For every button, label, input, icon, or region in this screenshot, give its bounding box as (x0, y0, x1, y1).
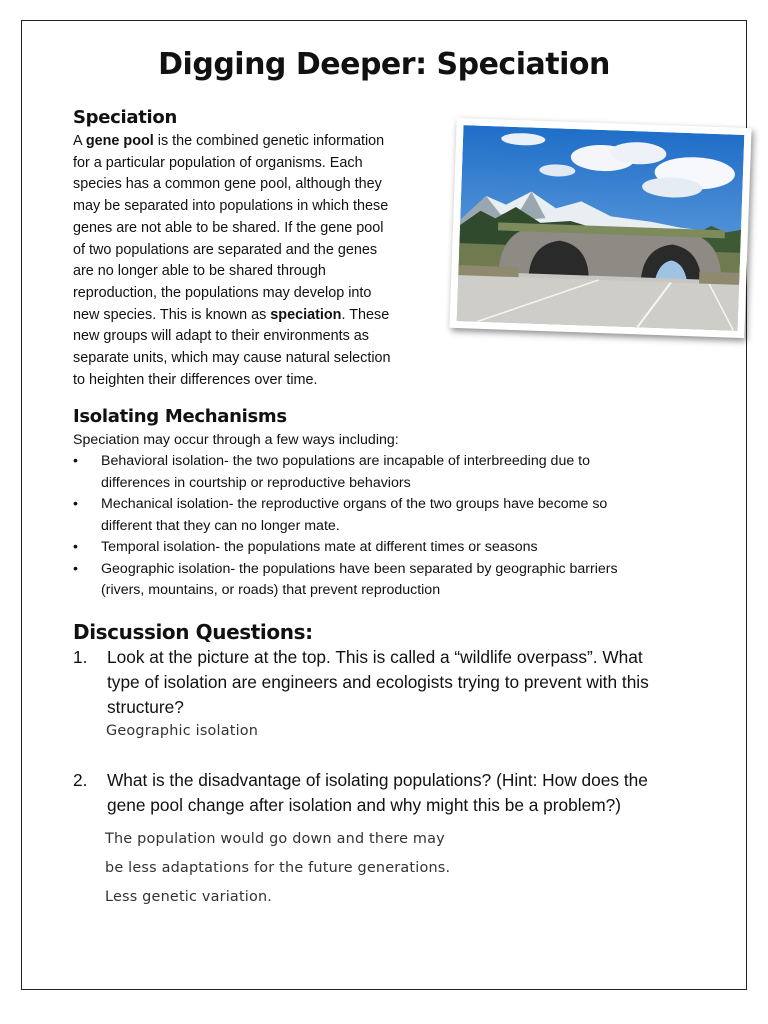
bullet-text: Behavioral isolation- the two populations are incapable of interbreeding due to (101, 453, 591, 469)
text-run: genes are not able to be shared. If the gene pool (73, 219, 384, 236)
list-item (73, 559, 713, 602)
paragraph-line (73, 240, 433, 262)
question-line: type of isolation are engineers and ecologists trying to prevent with this (107, 672, 649, 693)
bold-term: gene pool (85, 133, 154, 149)
discussion-questions-heading: Discussion Questions: (73, 620, 313, 644)
answer-1: Geographic isolation (106, 723, 259, 739)
text-run: species has a common gene pool, although they (73, 176, 382, 193)
paragraph-line (73, 283, 433, 305)
paragraph-line (73, 153, 433, 175)
text-run: A (73, 133, 86, 149)
question-2 (73, 768, 733, 823)
answer-2-line: The population would go down and there may (105, 831, 445, 847)
wildlife-overpass-photo (449, 118, 751, 338)
text-run: reproduction, the populations may develop into (73, 284, 372, 301)
question-number: 1. (73, 647, 88, 667)
bullet-text: Mechanical isolation- the reproductive organs of the two groups have become so (101, 496, 608, 512)
question-text (107, 645, 707, 721)
isolating-mechanisms-heading: Isolating Mechanisms (73, 406, 287, 427)
question-line: Look at the picture at the top. This is called a “wildlife overpass”. What (107, 647, 643, 667)
text-run: . These (341, 306, 390, 323)
bold-term: speciation (270, 306, 342, 323)
bullet-text: Temporal isolation- the populations mate at different times or seasons (101, 539, 538, 555)
text-run: may be separated into populations in which these (73, 198, 389, 215)
paragraph-line (73, 370, 433, 392)
speciation-heading: Speciation (73, 107, 177, 128)
paragraph-line (73, 131, 433, 153)
question-line: What is the disadvantage of isolating populations? (Hint: How does the (107, 770, 648, 790)
bullet-text: Geographic isolation- the populations have been separated by geographic barriers (101, 560, 618, 577)
paragraph-line (73, 196, 433, 218)
isolating-intro: Speciation may occur through a few ways including: (73, 432, 399, 448)
list-item (73, 451, 713, 494)
question-1 (73, 645, 733, 725)
speciation-paragraph (73, 131, 433, 391)
bullet-icon: • (73, 539, 78, 555)
text-run: to heighten their differences over time. (73, 371, 318, 388)
paragraph-line (73, 305, 433, 327)
question-line: structure? (107, 697, 184, 718)
bullet-text: (rivers, mountains, or roads) that prevent reproduction (101, 582, 441, 598)
paragraph-line (73, 174, 433, 196)
paragraph-line (73, 218, 433, 240)
overpass-photo-icon (457, 125, 745, 331)
page-title: Digging Deeper: Speciation (158, 47, 610, 82)
bullet-text: differences in courtship or reproductive behaviors (101, 474, 411, 491)
question-text (107, 768, 707, 818)
list-item (73, 537, 713, 559)
bullet-icon: • (73, 453, 78, 469)
text-run: is the combined genetic information (153, 133, 385, 149)
bullet-icon: • (73, 560, 78, 577)
text-run: are no longer able to be shared through (73, 263, 326, 280)
text-run: separate units, which may cause natural selection (73, 350, 391, 367)
answer-2-line: be less adaptations for the future generations. (105, 860, 451, 876)
text-run: for a particular population of organisms. Each (73, 154, 363, 171)
answer-2-line: Less genetic variation. (105, 889, 273, 905)
question-number: 2. (73, 770, 88, 790)
question-line: gene pool change after isolation and why might this be a problem?) (107, 795, 621, 816)
paragraph-line (73, 348, 433, 370)
list-item (73, 494, 713, 537)
text-run: new species. This is known as (73, 306, 271, 323)
bullet-text: different that they can no longer mate. (101, 517, 340, 534)
paragraph-line (73, 326, 433, 348)
text-run: new groups will adapt to their environments as (73, 328, 369, 345)
paragraph-line (73, 261, 433, 283)
text-run: of two populations are separated and the genes (73, 241, 378, 258)
bullet-icon: • (73, 496, 78, 512)
isolation-list (73, 451, 713, 602)
